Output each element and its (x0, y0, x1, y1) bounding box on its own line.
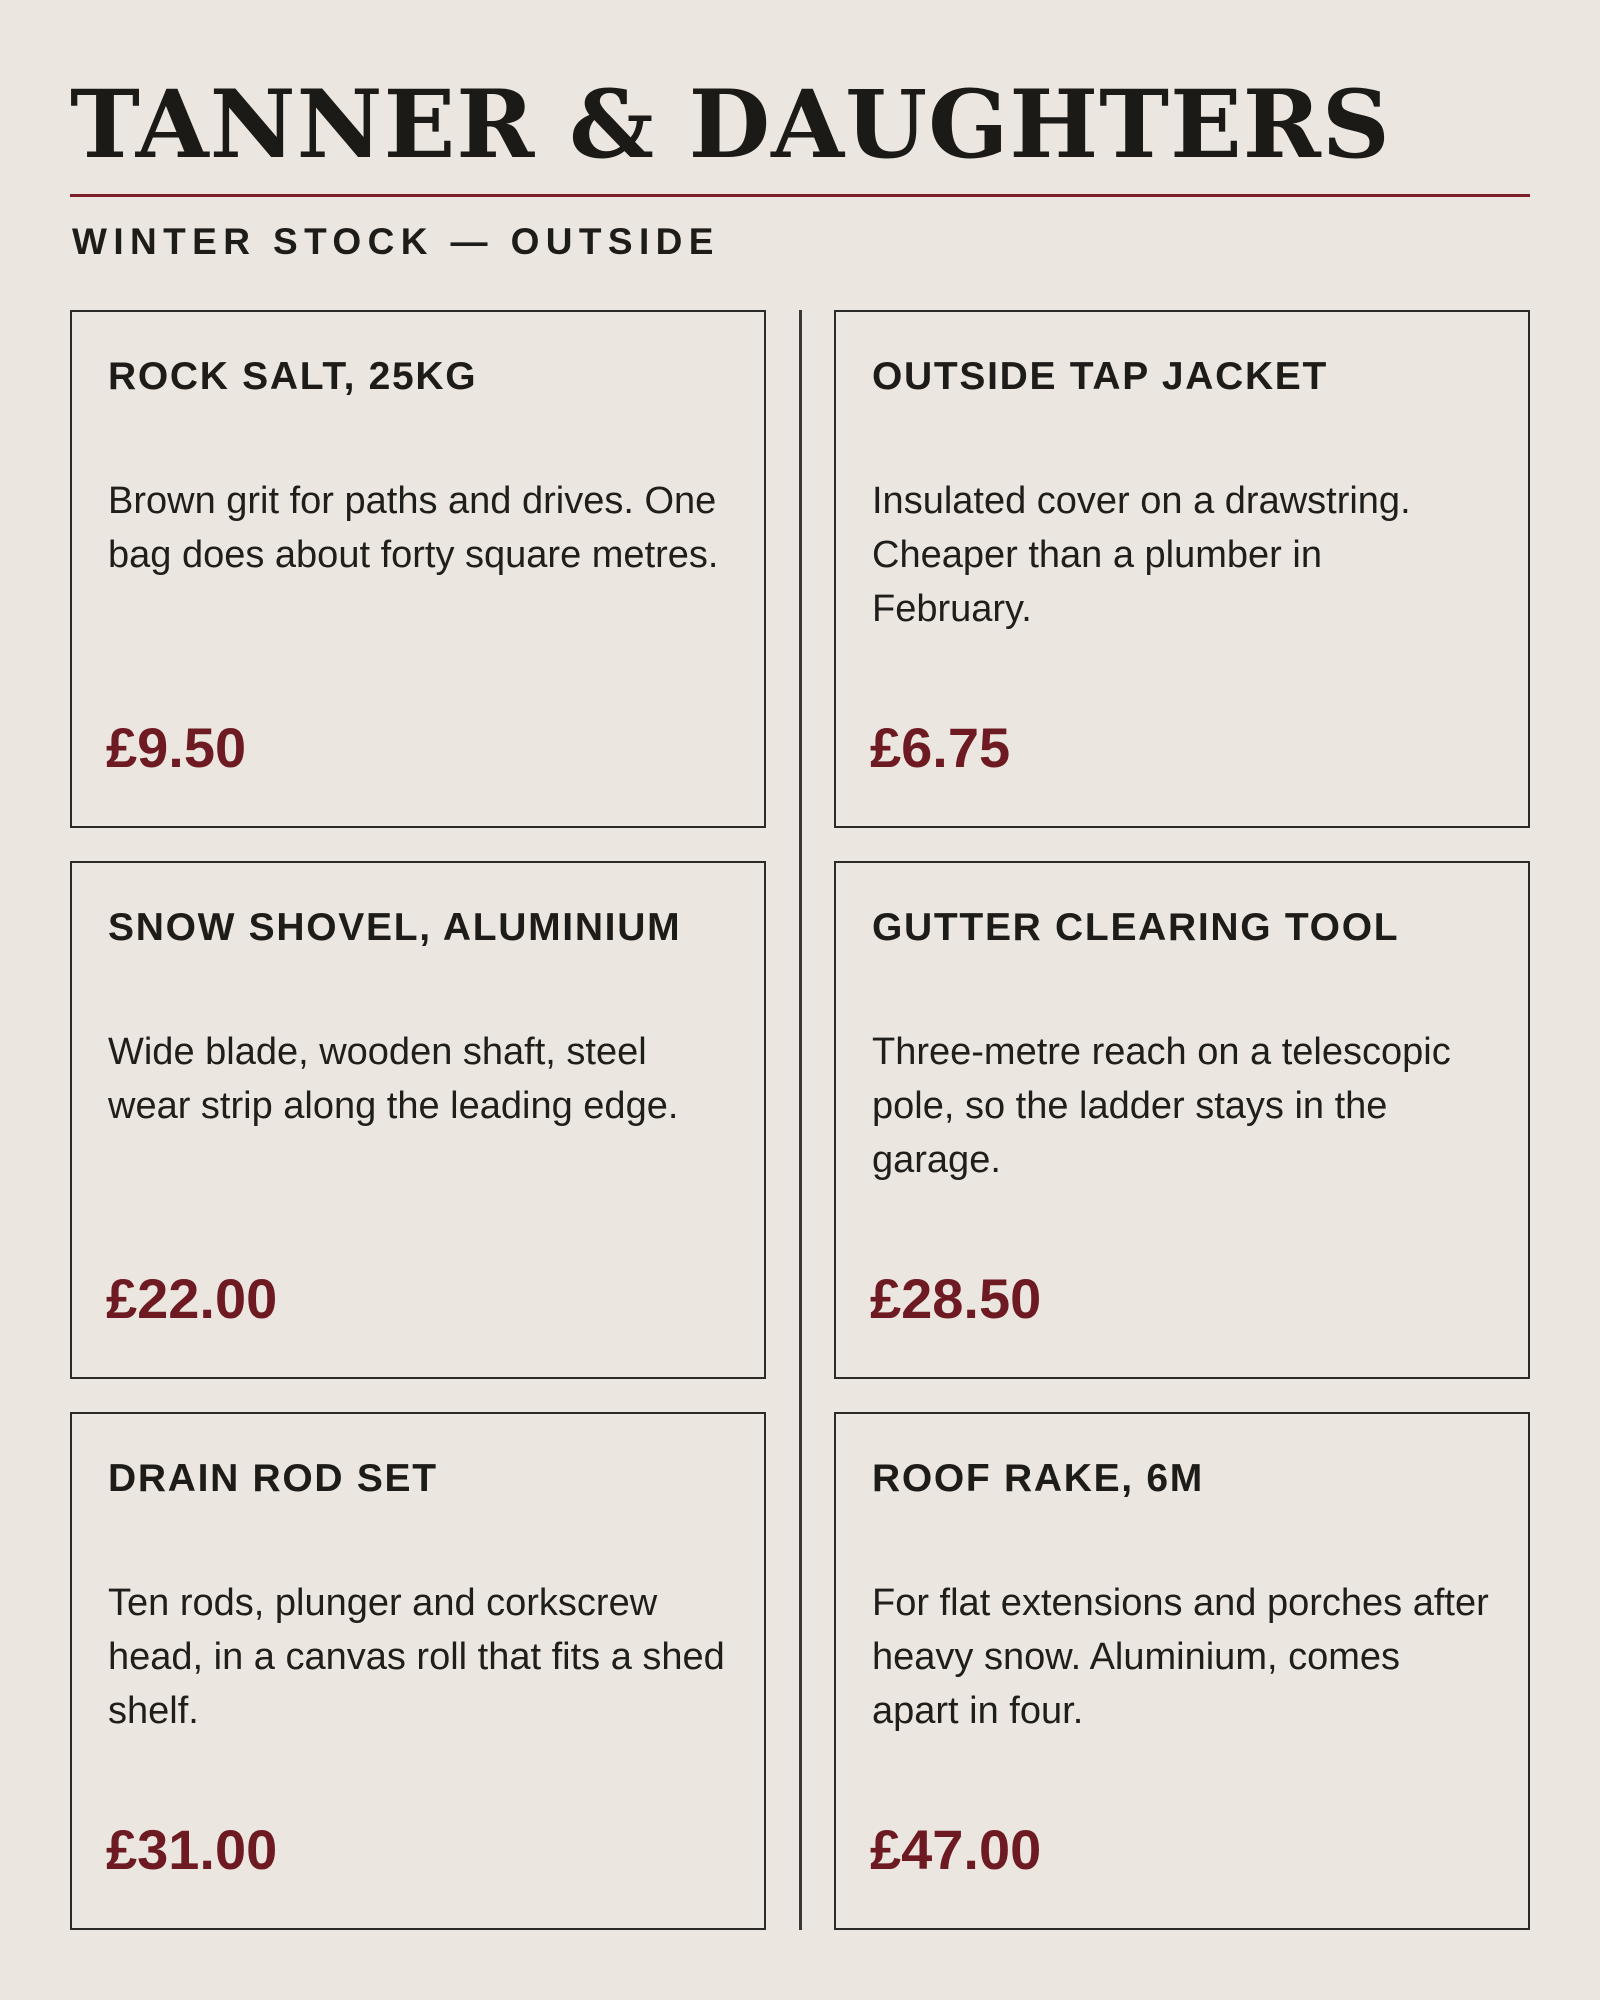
product-description: Brown grit for paths and drives. One bag does about forty square metres. (108, 480, 719, 576)
product-name: OUTSIDE TAP JACKET (872, 355, 1329, 398)
header-rule (70, 194, 1530, 197)
product-card-rock-salt (70, 310, 766, 828)
product-price: £31.00 (106, 1818, 278, 1881)
column-divider (799, 310, 802, 1930)
product-price: £28.50 (870, 1267, 1042, 1330)
product-description: Three-metre reach on a telescopic pole, so the ladder stays in the garage. (872, 1031, 1451, 1181)
product-card-outside-tap-jacket (834, 310, 1530, 828)
price-list-page (70, 0, 1530, 2000)
product-price: £9.50 (106, 716, 247, 779)
brand-title: TANNER & DAUGHTERS (70, 70, 1391, 180)
product-name: ROOF RAKE, 6M (872, 1457, 1204, 1500)
section-subtitle: WINTER STOCK — OUTSIDE (72, 221, 720, 262)
product-name: GUTTER CLEARING TOOL (872, 906, 1400, 949)
product-description: Insulated cover on a drawstring. Cheaper than a plumber in February. (872, 480, 1411, 630)
product-description: For flat extensions and porches after heavy snow. Aluminium, comes apart in four. (872, 1582, 1489, 1732)
product-price: £22.00 (106, 1267, 278, 1330)
product-card-drain-rod-set (70, 1412, 766, 1930)
product-card-snow-shovel (70, 861, 766, 1379)
product-description: Ten rods, plunger and corkscrew head, in a canvas roll that fits a shed shelf. (108, 1582, 725, 1732)
product-name: ROCK SALT, 25KG (108, 355, 478, 398)
product-description: Wide blade, wooden shaft, steel wear strip along the leading edge. (108, 1031, 679, 1127)
product-card-roof-rake (834, 1412, 1530, 1930)
product-price: £6.75 (870, 716, 1011, 779)
product-name: SNOW SHOVEL, ALUMINIUM (108, 906, 682, 949)
product-price: £47.00 (870, 1818, 1042, 1881)
product-name: DRAIN ROD SET (108, 1457, 438, 1500)
product-card-gutter-clearing-tool (834, 861, 1530, 1379)
